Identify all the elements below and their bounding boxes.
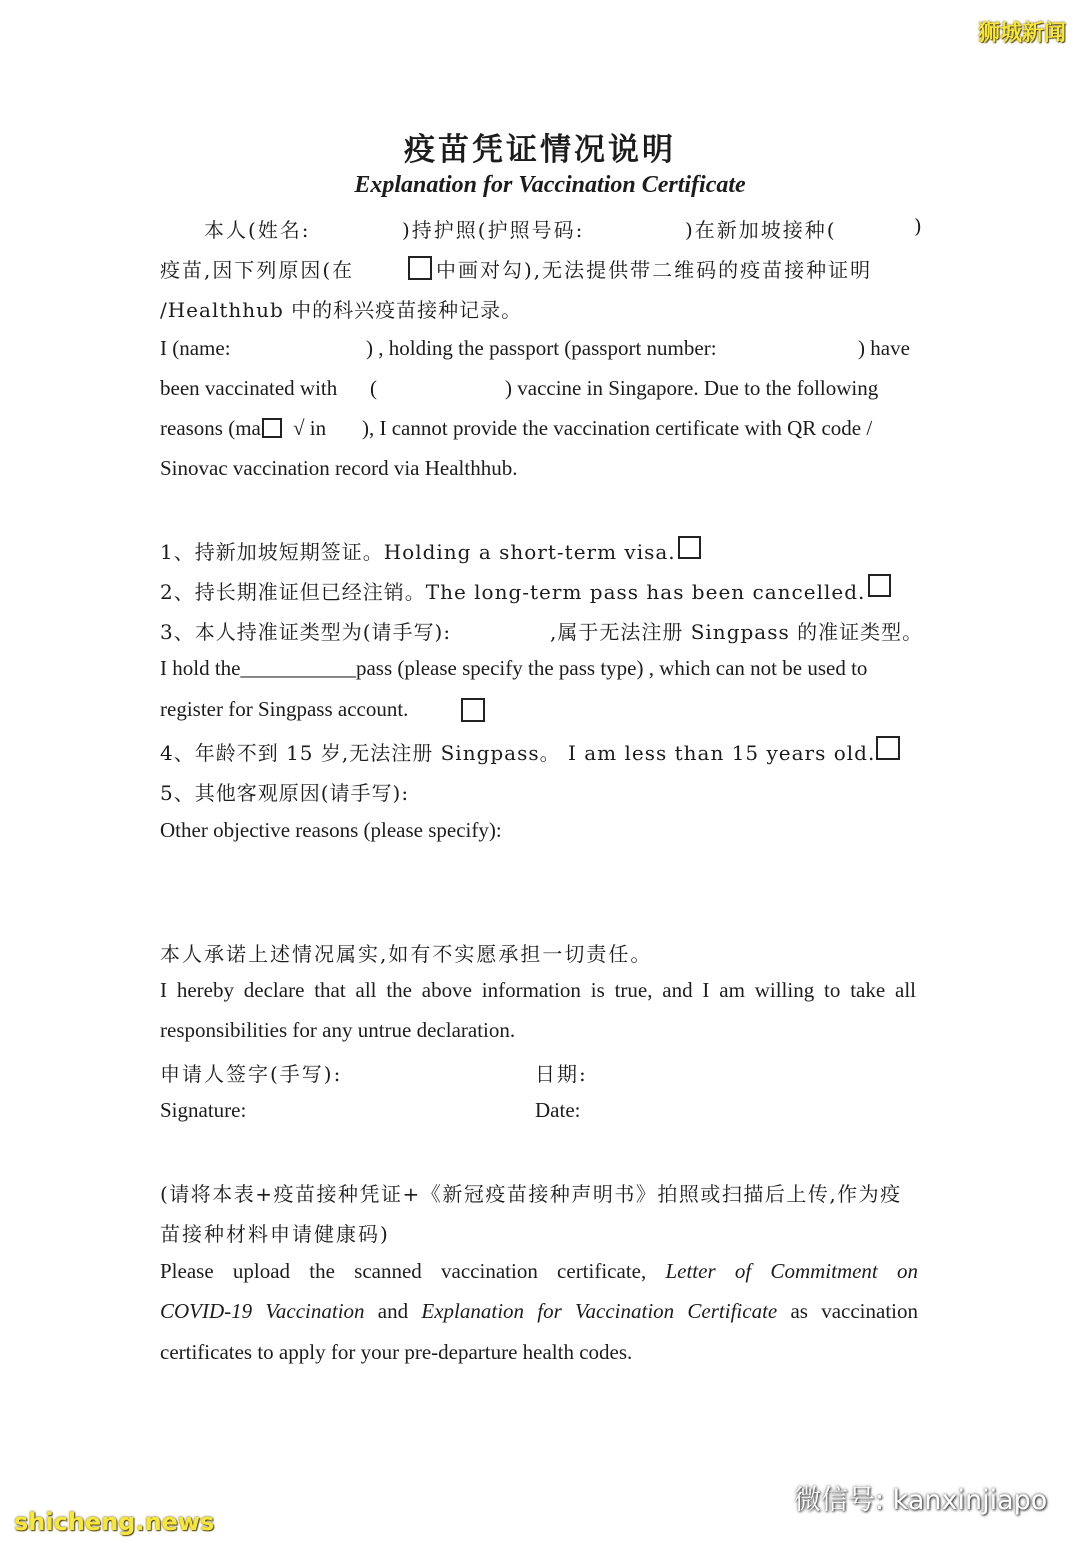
intro-zh-line3: /Healthhub 中的科兴疫苗接种记录。 (160, 298, 523, 322)
item-1-checkbox[interactable] (678, 536, 701, 559)
item-3-en-line2: register for Singpass account. (160, 697, 409, 721)
date-label-zh: 日期: (535, 1062, 588, 1086)
intro-en-have: ) have (858, 336, 910, 360)
intro-en-mark-in: √ in (293, 416, 327, 440)
note-en-line1 (160, 1259, 918, 1284)
note-zh-line1: (请将本表+疫苗接种凭证+《新冠疫苗接种声明书》拍照或扫描后上传,作为疫 (160, 1182, 902, 1206)
intro-zh-line2-a: 疫苗,因下列原因(在 (160, 258, 355, 282)
item-2-checkbox[interactable] (868, 574, 891, 597)
wechat-watermark (752, 1478, 1047, 1517)
item-1-text: 1、持新加坡短期签证。Holding a short-term visa. (160, 540, 676, 564)
date-label-en: Date: (535, 1098, 581, 1122)
intro-en-cannot-provide: ), I cannot provide the vaccination certificate with QR code / (362, 416, 873, 440)
item-4-text: 4、年龄不到 15 岁,无法注册 Singpass。 I am less than 15 years old. (160, 741, 876, 765)
note-en-explanation-title: Explanation for Vaccination Certificate (421, 1299, 778, 1323)
note-en-and: and (377, 1299, 409, 1323)
note-en-line2 (160, 1299, 918, 1324)
intro-zh-vaccinated-label: )在新加坡接种( (685, 218, 837, 242)
note-en-as-vaccination: as vaccination (790, 1299, 919, 1323)
intro-zh-line2-b: 中画对勾),无法提供带二维码的疫苗接种证明 (436, 258, 873, 282)
declaration-zh: 本人承诺上述情况属实,如有不实愿承担一切责任。 (160, 942, 653, 966)
note-en-covid-title: COVID-19 Vaccination (160, 1299, 365, 1323)
note-en-line1-a: Please upload the scanned vaccination certificate, (160, 1259, 647, 1283)
signature-label-zh: 申请人签字(手写): (160, 1062, 343, 1086)
page-title-zh: 疫苗凭证情况说明 (404, 132, 676, 167)
page-title-en: Explanation for Vaccination Certificate (354, 172, 746, 198)
signature-label-en: Signature: (160, 1098, 247, 1122)
note-en-letter-title: Letter of Commitment on (665, 1259, 918, 1283)
intro-zh-name-label: 本人(姓名: (204, 218, 311, 242)
watermark-bottom-left: shicheng.news (14, 1508, 215, 1536)
intro-zh-passport-label: )持护照(护照号码: (402, 218, 585, 242)
item-3-zh-label: 3、本人持准证类型为(请手写): (160, 620, 452, 644)
inline-checkbox (262, 418, 282, 438)
item-5-en: Other objective reasons (please specify): (160, 818, 502, 842)
watermark-top-right: 狮城新闻 (977, 21, 1066, 46)
intro-en-open-paren: ( (370, 376, 377, 400)
item-4-checkbox[interactable] (876, 736, 900, 760)
wechat-icon (752, 1483, 788, 1513)
intro-en-vaccine-in-singapore: ) vaccine in Singapore. Due to the following (505, 376, 879, 400)
intro-en-line4: Sinovac vaccination record via Healthhub. (160, 456, 518, 480)
item-5-zh: 5、其他客观原因(请手写): (160, 781, 410, 805)
note-en-line3: certificates to apply for your pre-departure health codes. (160, 1340, 633, 1364)
intro-zh-close-paren: ) (914, 214, 924, 238)
declaration-en-line2: responsibilities for any untrue declaration. (160, 1018, 516, 1042)
item-3-checkbox[interactable] (461, 698, 485, 722)
intro-en-name-label: I (name: (160, 336, 231, 360)
intro-en-reasons: reasons (ma (160, 416, 261, 440)
item-3-en-line1: I hold the___________pass (please specify the pass type) , which can not be used to (160, 656, 868, 680)
intro-en-vaccinated-with: been vaccinated with (160, 376, 338, 400)
item-3-zh-suffix: ,属于无法注册 Singpass 的准证类型。 (550, 620, 924, 644)
note-zh-line2: 苗接种材料申请健康码) (160, 1222, 390, 1246)
example-checkbox (408, 256, 432, 280)
item-2-text: 2、持长期准证但已经注销。The long-term pass has been cancelled. (160, 580, 866, 604)
wechat-id-text: 微信号: kanxinjiapo (794, 1485, 1048, 1516)
intro-en-passport-label: ) , holding the passport (passport number: (366, 336, 717, 360)
declaration-en-line1: I hereby declare that all the above information is true, and I am willing to take all (160, 978, 916, 1002)
